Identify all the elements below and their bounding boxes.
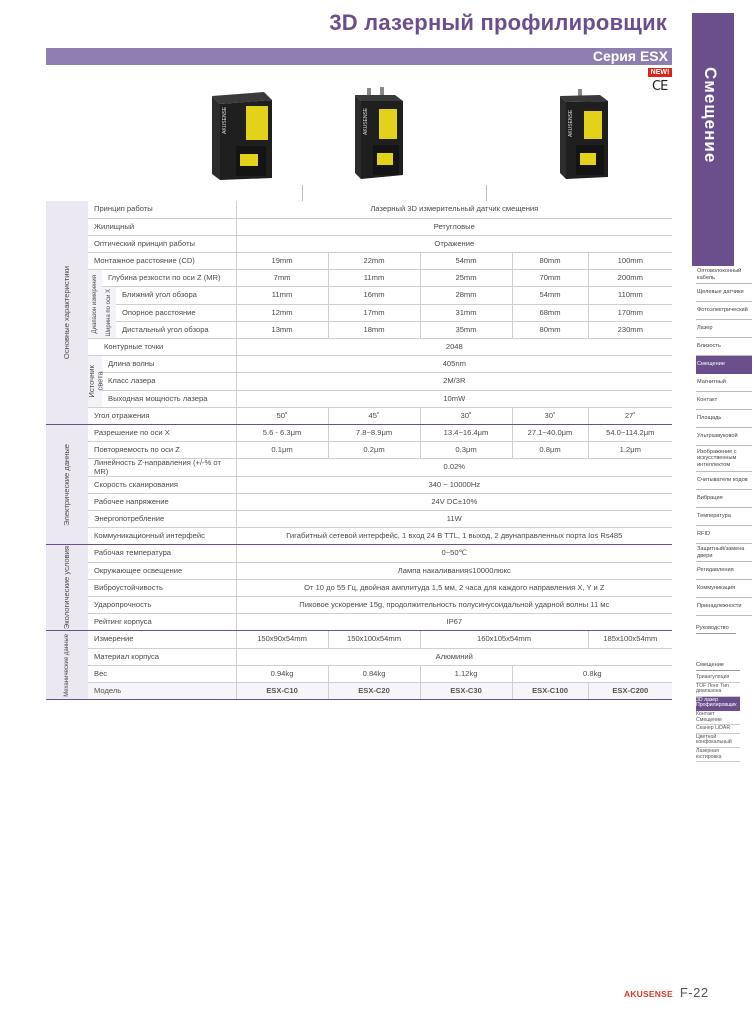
row-label: Ударопрочность [88, 597, 236, 614]
cell-value: 0.2μm [328, 442, 420, 459]
table-row [46, 511, 672, 528]
spec-table [46, 201, 672, 700]
table-row [46, 528, 672, 545]
table-row [46, 356, 672, 373]
cell-value: 17mm [328, 304, 420, 321]
side-menu-item[interactable]: Регидавления [696, 562, 752, 580]
series-label: Серия ESX [592, 48, 668, 64]
side-menu-item[interactable]: Площадь [696, 410, 752, 428]
table-row [46, 373, 672, 390]
side-menu-item[interactable]: Коммуникация [696, 580, 752, 598]
page-title: 3D лазерный профилировщик [329, 10, 667, 35]
side-menu [696, 266, 752, 616]
subgroup-cell [87, 356, 105, 408]
product-brand-3: AKUSENSE [568, 109, 574, 137]
side-tab-label: Смещение [701, 67, 720, 164]
cell-value: 160x105x54mm [420, 631, 588, 648]
side-menu-guide[interactable]: Руководство [696, 625, 736, 634]
cell-value: 22mm [328, 253, 420, 270]
side-menu-item[interactable]: Фотоэлектрический [696, 302, 752, 320]
cell-value: Пиковое ускорение 15g, продолжительность полусинусоидальной ударной волны 11 мс [236, 597, 672, 614]
row-label: Жилищный [88, 218, 236, 235]
group-environment: Экологические условия [61, 546, 71, 630]
side-submenu-item[interactable]: 3D лазер Профилировщик [696, 697, 740, 711]
side-menu-item[interactable]: Контакт [696, 392, 752, 410]
new-badge: NEW! [648, 68, 672, 77]
row-label: Контурные точки [88, 339, 236, 356]
cell-value: От 10 до 55 Гц, двойная амплитуда 1,5 мм, 2 часа для каждого направления X, Y и Z [236, 579, 672, 596]
product-image-esx-c20 [347, 87, 407, 184]
cell-value: 0.8kg [512, 665, 672, 682]
row-label: Энергопотребление [88, 511, 236, 528]
row-label: Ближний угол обзора [116, 287, 236, 304]
side-menu-item[interactable]: Защитный/замена двери [696, 544, 752, 562]
cell-value: 16mm [328, 287, 420, 304]
table-row [46, 476, 672, 493]
row-label: Скорость сканирования [88, 476, 236, 493]
side-menu-item[interactable]: Смещение [696, 356, 752, 374]
table-row [46, 682, 672, 699]
cell-value: Лампа накаливания≤10000люкс [236, 562, 672, 579]
cell-value: 2048 [236, 339, 672, 356]
product-brand-1: AKUSENSE [222, 106, 228, 134]
product-image-esx-c30 [554, 87, 614, 184]
cell-value: 54mm [420, 253, 512, 270]
cell-value: 0.1μm [236, 442, 328, 459]
subgroup-cell [102, 287, 116, 339]
table-row [46, 235, 672, 252]
side-submenu-item[interactable]: Лазерная юстировка [696, 748, 740, 762]
cell-value: 1.12kg [420, 665, 512, 682]
cell-value: 19mm [236, 253, 328, 270]
model-cell: ESX-C30 [420, 682, 512, 699]
group-label-cell [46, 545, 88, 631]
side-menu-item[interactable]: Магнитный [696, 374, 752, 392]
side-menu-item[interactable]: Близость [696, 338, 752, 356]
table-row [46, 218, 672, 235]
cell-value: 30˚ [420, 407, 512, 424]
table-row [46, 665, 672, 682]
side-menu-item[interactable]: Температура [696, 508, 752, 526]
cell-value: 185x100x54mm [588, 631, 672, 648]
cell-value: 31mm [420, 304, 512, 321]
cell-value: 150x90x54mm [236, 631, 328, 648]
table-row [46, 304, 672, 321]
row-label: Опорное расстояние [116, 304, 236, 321]
row-label: Рабочая температура [88, 545, 236, 562]
cell-value: 11mm [236, 287, 328, 304]
product-brand-2: AKUSENSE [363, 107, 369, 135]
row-label: Модель [88, 682, 236, 699]
cell-value: 1.2μm [588, 442, 672, 459]
row-label: Принцип работы [88, 201, 236, 218]
side-submenu-head: Смещение [696, 662, 740, 671]
side-menu-item[interactable]: Ультразвуковой [696, 428, 752, 446]
table-row [46, 579, 672, 596]
group-light: Источник света [87, 365, 105, 398]
side-submenu-item[interactable]: Контакт Смещение [696, 711, 740, 725]
group-width-x: Ширина по оси X [105, 288, 112, 337]
table-row [46, 287, 672, 304]
cell-value: 405nm [236, 356, 672, 373]
cell-value: 2M/3R [236, 373, 672, 390]
table-row [46, 648, 672, 665]
model-cell: ESX-C200 [588, 682, 672, 699]
row-label: Рабочее напряжение [88, 493, 236, 510]
group-label-cell [46, 424, 88, 545]
table-row [46, 270, 672, 287]
row-label: Окружающее освещение [88, 562, 236, 579]
cell-value: 0.02% [236, 459, 672, 476]
cell-value: 27˚ [588, 407, 672, 424]
cell-value: Ретугловые [236, 218, 672, 235]
cell-value: 0.94kg [236, 665, 328, 682]
row-label: Вес [88, 665, 236, 682]
row-label: Линейность Z-направления (+/-% от MR) [88, 459, 236, 476]
row-label: Материал корпуса [88, 648, 236, 665]
cell-value: 11mm [328, 270, 420, 287]
group-electrical: Электрические данные [61, 443, 71, 526]
table-row [46, 459, 672, 476]
cell-value: 80mm [512, 321, 588, 338]
subgroup-cell [88, 270, 102, 339]
cell-value: 18mm [328, 321, 420, 338]
cell-value: Гигабитный сетевой интерфейс, 1 вход 24 В TTL, 1 выход, 2 двунаправленных порта Ios Rs485 [236, 528, 672, 545]
cell-value: 0.3μm [420, 442, 512, 459]
side-submenu-item[interactable]: TOF Лонг Тип диапазона [696, 683, 740, 697]
table-row [46, 201, 672, 218]
series-banner [46, 48, 672, 65]
cell-value: 35mm [420, 321, 512, 338]
cell-value: 30˚ [512, 407, 588, 424]
cell-value: 28mm [420, 287, 512, 304]
cell-value: Отражение [236, 235, 672, 252]
product-image-esx-c10 [206, 90, 276, 182]
cell-value: 230mm [588, 321, 672, 338]
model-cell: ESX-C100 [512, 682, 588, 699]
cell-value: 7.8~8.9μm [328, 424, 420, 441]
cell-value: 54.0~114.2μm [588, 424, 672, 441]
table-row [46, 407, 672, 424]
row-label: Коммуникационный интерфейс [88, 528, 236, 545]
cell-value: 100mm [588, 253, 672, 270]
table-row [46, 597, 672, 614]
side-submenu-item[interactable]: Сканер LiDAR [696, 725, 740, 734]
row-label: Глубина резкости по оси Z (MR) [102, 270, 236, 287]
cell-value: 12mm [236, 304, 328, 321]
cell-value: 70mm [512, 270, 588, 287]
cell-value: 50˚ [236, 407, 328, 424]
row-label: Виброустойчивость [88, 579, 236, 596]
row-label: Рейтинг корпуса [88, 614, 236, 631]
image-divider [302, 185, 303, 201]
cell-value: Лазерный 3D измерительный датчик смещения [236, 201, 672, 218]
cell-value: 150x100x54mm [328, 631, 420, 648]
cell-value: 11W [236, 511, 672, 528]
page-footer [624, 985, 709, 1000]
side-menu-item[interactable]: Считыватели кодов [696, 472, 752, 490]
side-submenu-item[interactable]: Цветной конфокальный [696, 734, 740, 748]
group-basic: Основные характеристики [61, 265, 71, 360]
row-label: Монтажное расстояние (CD) [88, 253, 236, 270]
row-label: Длина волны [102, 356, 236, 373]
cell-value: 340 ~ 10000Hz [236, 476, 672, 493]
cell-value: 54mm [512, 287, 588, 304]
cell-value: Алюминий [236, 648, 672, 665]
row-label: Угол отражения [88, 407, 236, 424]
table-row [46, 253, 672, 270]
row-label: Выходная мощность лазера [102, 390, 236, 407]
cell-value: 5.6 - 6.3μm [236, 424, 328, 441]
cell-value: 0.84kg [328, 665, 420, 682]
side-menu-item[interactable]: Оптоволоконный кабель [696, 266, 752, 284]
cell-value: 110mm [588, 287, 672, 304]
cell-value: 0.8μm [512, 442, 588, 459]
cell-value: 45˚ [328, 407, 420, 424]
table-row [46, 562, 672, 579]
table-row [46, 339, 672, 356]
model-cell: ESX-C20 [328, 682, 420, 699]
cell-value: 200mm [588, 270, 672, 287]
side-menu-item[interactable]: Принадлежности [696, 598, 752, 616]
cell-value: 13mm [236, 321, 328, 338]
image-divider [486, 185, 487, 201]
side-submenu [696, 662, 740, 762]
group-range: Диапазон измерения [91, 274, 98, 334]
cell-value: 25mm [420, 270, 512, 287]
group-mechanical: Механические данные [63, 633, 70, 697]
side-menu-item[interactable]: Вибрация [696, 490, 752, 508]
table-row [46, 631, 672, 648]
cell-value: 10mW [236, 390, 672, 407]
cell-value: IP67 [236, 614, 672, 631]
cell-value: 24V DC±10% [236, 493, 672, 510]
row-label: Измерение [88, 631, 236, 648]
row-label: Класс лазера [102, 373, 236, 390]
page-number: F-22 [679, 985, 709, 1000]
cell-value: 27.1~40.0μm [512, 424, 588, 441]
cell-value: 80mm [512, 253, 588, 270]
table-row [46, 390, 672, 407]
table-row [46, 614, 672, 631]
cell-value: 68mm [512, 304, 588, 321]
side-menu-item[interactable]: Щелевые датчики [696, 284, 752, 302]
side-tab[interactable] [692, 13, 734, 266]
cell-value: 7mm [236, 270, 328, 287]
table-row [46, 321, 672, 338]
side-menu-item[interactable]: RFID [696, 526, 752, 544]
row-label: Дистальный угол обзора [116, 321, 236, 338]
table-row [46, 442, 672, 459]
group-label-cell [46, 201, 88, 424]
group-label-cell [46, 631, 88, 700]
row-label: Разрешение по оси X [88, 424, 236, 441]
side-submenu-item[interactable]: Триангуляция [696, 674, 740, 683]
row-label: Повторяемость по оси Z [88, 442, 236, 459]
row-label: Оптический принцип работы [88, 235, 236, 252]
side-menu-item[interactable]: Изображение с искусственным интеллектом [696, 446, 752, 472]
table-row [46, 545, 672, 562]
brand-logo: AKUSENSE [624, 989, 673, 999]
cell-value: 0~50℃ [236, 545, 672, 562]
table-row [46, 493, 672, 510]
cell-value: 13.4~16.4μm [420, 424, 512, 441]
side-menu-item[interactable]: Лазер [696, 320, 752, 338]
cell-value: 170mm [588, 304, 672, 321]
ce-mark-icon: CE [652, 79, 668, 94]
model-cell: ESX-C10 [236, 682, 328, 699]
table-row [46, 424, 672, 441]
